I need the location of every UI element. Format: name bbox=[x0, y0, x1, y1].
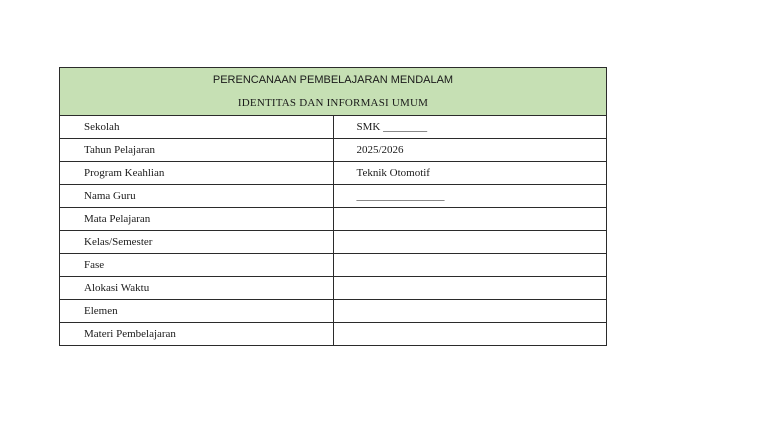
row-label: Sekolah bbox=[60, 116, 334, 139]
row-value[interactable]: 2025/2026 bbox=[333, 139, 607, 162]
row-value[interactable] bbox=[333, 323, 607, 346]
row-label: Elemen bbox=[60, 300, 334, 323]
table-row bbox=[60, 208, 607, 231]
row-value[interactable] bbox=[333, 277, 607, 300]
row-value[interactable] bbox=[333, 231, 607, 254]
table-row bbox=[60, 300, 607, 323]
row-label: Materi Pembelajaran bbox=[60, 323, 334, 346]
table-row bbox=[60, 231, 607, 254]
row-label: Nama Guru bbox=[60, 185, 334, 208]
table-row bbox=[60, 185, 607, 208]
table-row bbox=[60, 162, 607, 185]
row-label: Program Keahlian bbox=[60, 162, 334, 185]
identity-table bbox=[59, 67, 607, 346]
document-title: PERENCANAAN PEMBELAJARAN MENDALAM bbox=[212, 74, 454, 86]
table-header-row bbox=[60, 68, 607, 116]
row-label: Kelas/Semester bbox=[60, 231, 334, 254]
row-value[interactable] bbox=[333, 208, 607, 231]
row-label: Tahun Pelajaran bbox=[60, 139, 334, 162]
row-value[interactable]: ________________ bbox=[333, 185, 607, 208]
row-label: Alokasi Waktu bbox=[60, 277, 334, 300]
table-row bbox=[60, 116, 607, 139]
row-value[interactable]: SMK ________ bbox=[333, 116, 607, 139]
row-label: Fase bbox=[60, 254, 334, 277]
row-value[interactable]: Teknik Otomotif bbox=[333, 162, 607, 185]
row-label: Mata Pelajaran bbox=[60, 208, 334, 231]
table-row bbox=[60, 139, 607, 162]
row-value[interactable] bbox=[333, 300, 607, 323]
row-value[interactable] bbox=[333, 254, 607, 277]
table-row bbox=[60, 254, 607, 277]
table-header-cell bbox=[60, 68, 607, 116]
section-subtitle: IDENTITAS DAN INFORMASI UMUM bbox=[237, 97, 429, 109]
table-row bbox=[60, 323, 607, 346]
table-row bbox=[60, 277, 607, 300]
